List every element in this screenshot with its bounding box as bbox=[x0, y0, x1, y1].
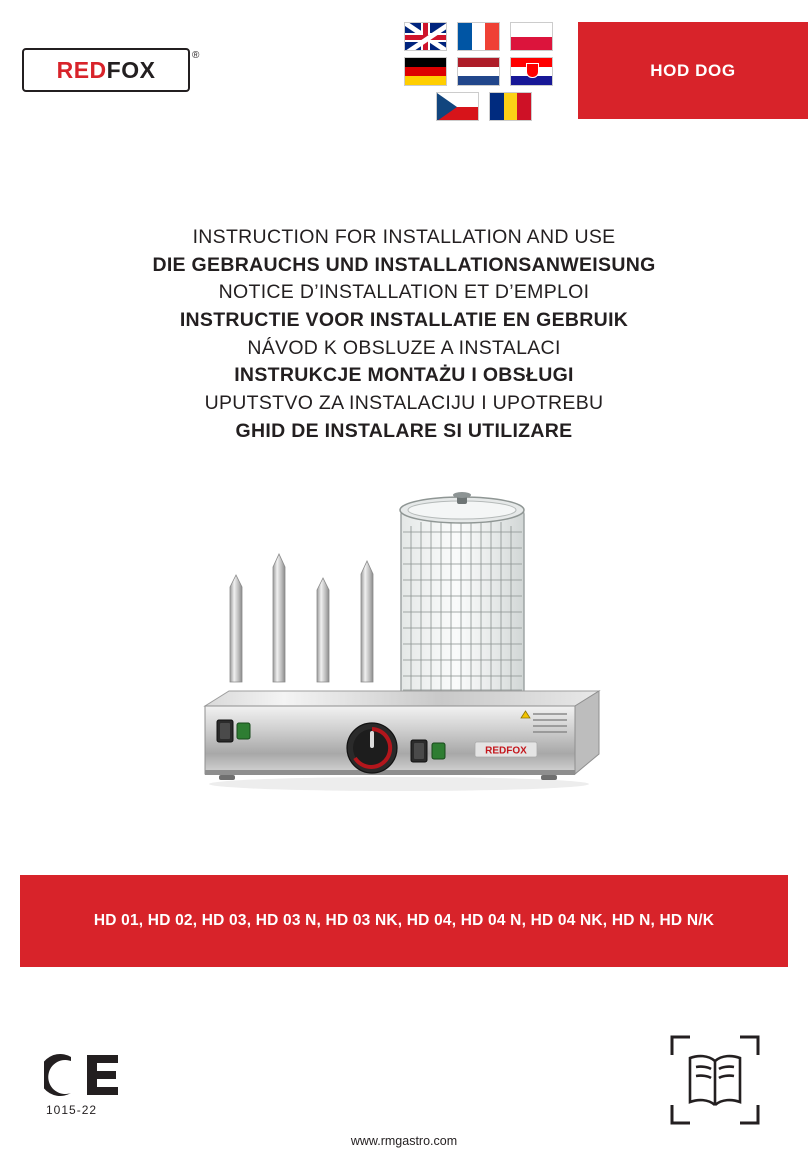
steamer-basket bbox=[400, 492, 524, 719]
flag-row-1 bbox=[404, 22, 564, 51]
title-line-fr: NOTICE D’INSTALLATION ET D’EMPLOI bbox=[218, 281, 590, 304]
title-line-ro: GHID DE INSTALARE SI UTILIZARE bbox=[235, 419, 573, 442]
model-list-band bbox=[20, 875, 788, 967]
logo-registered-mark: ® bbox=[192, 50, 200, 61]
flag-row-2 bbox=[404, 57, 564, 86]
flag-uk-icon bbox=[404, 22, 447, 51]
redfox-logo bbox=[22, 48, 190, 92]
flag-cz-icon bbox=[436, 92, 479, 121]
flag-nl-icon bbox=[457, 57, 500, 86]
ce-notified-body-code: 1015-22 bbox=[46, 1103, 98, 1117]
title-block bbox=[0, 224, 808, 446]
page-header bbox=[0, 0, 808, 128]
svg-text:REDFOX: REDFOX bbox=[485, 745, 527, 756]
website-url[interactable]: www.rmgastro.com bbox=[350, 1134, 458, 1148]
title-line-pl: INSTRUKCJE MONTAŻU I OBSŁUGI bbox=[234, 364, 574, 387]
flag-row-3 bbox=[404, 92, 564, 121]
logo-text-red: RED bbox=[56, 56, 107, 83]
language-flags bbox=[404, 22, 564, 127]
product-name-band bbox=[578, 22, 808, 119]
title-line-hr: UPUTSTVO ZA INSTALACIJU I UPOTREBU bbox=[204, 392, 604, 415]
flag-pl-icon bbox=[510, 22, 553, 51]
flag-de-icon bbox=[404, 57, 447, 86]
ce-block bbox=[44, 1052, 120, 1117]
title-line-de: DIE GEBRAUCHS UND INSTALLATIONSANWEISUNG bbox=[152, 253, 656, 276]
bun-warmer-spikes bbox=[230, 554, 373, 682]
product-name-label: HOD DOG bbox=[650, 60, 736, 80]
flag-ro-icon bbox=[489, 92, 532, 121]
title-line-en: INSTRUCTION FOR INSTALLATION AND USE bbox=[192, 226, 616, 248]
logo-text-black: FOX bbox=[106, 56, 156, 83]
ce-mark-icon bbox=[44, 1052, 120, 1098]
title-line-cz: NÁVOD K OBSLUZE A INSTALACI bbox=[247, 336, 561, 359]
model-list-label: HD 01, HD 02, HD 03, HD 03 N, HD 03 NK, HD 04, HD 04 N, HD 04 NK, HD N, HD N/K bbox=[93, 912, 715, 929]
flag-fr-icon bbox=[457, 22, 500, 51]
logo-text bbox=[57, 57, 156, 84]
title-line-nl: INSTRUCTIE VOOR INSTALLATIE EN GEBRUIK bbox=[179, 309, 629, 332]
flag-hr-icon bbox=[510, 57, 553, 86]
appliance-body bbox=[205, 691, 599, 780]
read-manual-icon bbox=[670, 1035, 760, 1130]
product-image bbox=[189, 492, 619, 792]
